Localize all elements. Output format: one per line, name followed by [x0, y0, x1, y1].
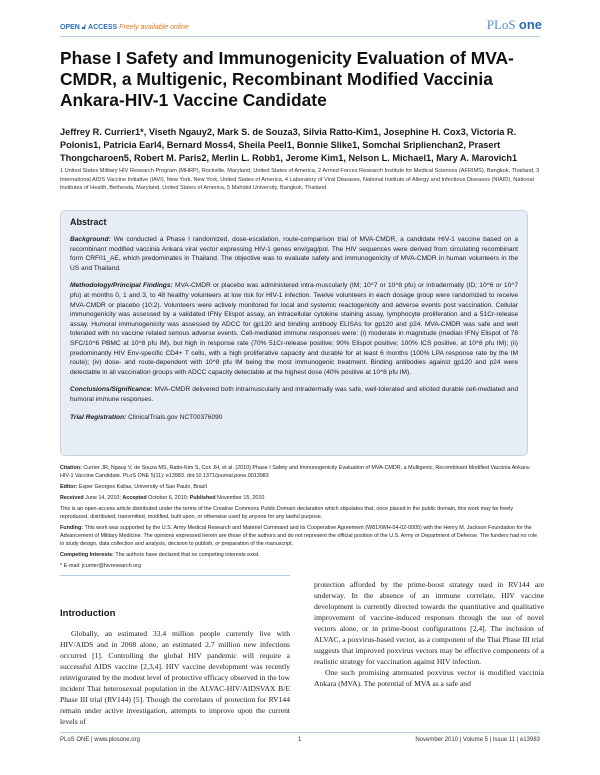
editor-label: Editor:	[60, 484, 78, 490]
methods-text: MVA-CMDR or placebo was administered intra-muscularly (IM; 10^7 or 10^8 pfu) or intradermally (ID; 10^6 or 10^7 pfu) at months 0, 1 and 3, to 48 healthy volunteers at low risk for HIV-1 infection. Twelve volunteers in each dosage group were randomized to receive MVA-CMDR or placebo (10:2). Volunteers were actively monitored for local and systemic reactogenicity and adverse events post vaccination. Cellular immunogenicity was assessed by a validated IFNγ Elispot assay, an intracellular cytokine staining assay, lymphocyte proliferation and a 51Cr-release assay. Humoral immunogenicity was assessed by ADCC for gp120 and binding antibody ELISAs for gp120 and p24. MVA-CMDR was safe and well tolerated with no vaccine related serious adverse events. Cell-mediated immune responses were: (i) moderate in magnitude (median IFNγ Elispot of 78 SFC/10^6 PBMC at 10^8 pfu IM), but high in response rate (70% 51Cr-release positive; 90% Elispot positive; 100% ICS positive, at 10^8 pfu IM); (ii) predominantly HIV Env-specific CD4+ T cells, with a high proliferative capacity and durable for at least 6 months (100% LPA response rate by the IM route); (iv) dose- and route-dependent with 10^8 pfu IM being the most immunogenic treatment. Binding antibodies against gp120 and p24 were detectable in all vaccination groups with ADCC capacity detectable at the highest dose (40% positive at 10^8 pfu IM).	[70, 282, 519, 376]
dates-line	[60, 494, 540, 502]
body-column-left	[60, 628, 290, 727]
open-access-label: OPEN	[60, 24, 80, 31]
freely-available-label: Freely available online	[119, 24, 189, 31]
license-line: This is an open-access article distributed under the terms of the Creative Commons Public Domain declaration which stipulates that, once placed in the public domain, this work may be freely reproduced, distributed, transmitted, modified, built upon, or otherwise used by anyone for any lawful purpose.	[60, 506, 514, 520]
logo-plos: PLoS	[486, 17, 516, 32]
footer-issue: November 2010 | Volume 5 | Issue 11 | e13983	[415, 737, 540, 743]
author-list: Jeffrey R. Currier1*, Viseth Ngauy2, Mark S. de Souza3, Silvia Ratto-Kim1, Josephine H. Cox3, Victoria R. Polonis1, Patricia Earl4, Bernard Moss4, Sheila Peel1, Bonnie Slike1, Somchai Sriplienchan2, Prasert Thongcharoen5, Robert M. Paris2, Merlin L. Robb1, Jerome Kim1, Nelson L. Michael1, Mary A. Marovich1	[60, 127, 518, 163]
plos-one-logo	[487, 17, 542, 33]
conclusions-text: MVA-CMDR delivered both intramuscularly and intradermally was safe, well-tolerated and elicited durable cell-mediated and humoral immune responses.	[70, 386, 518, 403]
paper-title: Phase I Safety and Immunogenicity Evaluation of MVA-CMDR, a Multigenic, Recombinant Modified Vaccinia Ankara-HIV-1 Vaccine Candidate	[60, 48, 514, 110]
funding-line	[60, 524, 540, 548]
footer-journal[interactable]: PLoS ONE | www.plosone.org	[60, 737, 140, 743]
citation-label: Citation:	[60, 465, 82, 471]
background-text: We conducted a Phase I randomized, dose-escalation, route-comparison trial of MVA-CMDR, a candidate HIV-1 vaccine based on a recombinant modified vaccinia Ankara viral vector expressing HIV-1 genes env/gag/pol. The HIV sequences were derived from circulating recombinant form CRF01_AE, which predominates in Thailand. The objective was to evaluate safety and immunogenicity of MVA-CMDR in human volunteers in the US and Thailand.	[70, 236, 518, 272]
editor-line	[60, 483, 540, 491]
introduction-heading: Introduction	[60, 608, 116, 619]
abstract-box	[60, 210, 528, 456]
conclusions-label: Conclusions/Significance:	[70, 386, 153, 394]
intro-paragraph-1: Globally, an estimated 33.4 million people currently live with HIV/AIDS and in 2008 alone, an estimated 2.7 million new infections occurred [1]. Controlling the global HIV pandemic will require a successful AIDS vaccine [2,3,4]. HIV vaccine development was recently reinvigorated by the modest level of protective efficacy observed in the low incident Thai heterosexual population in the ALVAC-HIV/AIDSVAX B/E Phase III trial (RV144) [5]. Though the correlates of protection for RV144 remain under active investigation, attempts to improve upon the current levels of	[60, 629, 290, 726]
intro-paragraph-2: protection afforded by the prime-boost strategy used in RV144 are underway. In the absence of an immune correlate, HIV vaccine development is currently directed towards the quantitative and qualitative improvement of vaccine-induced responses through the use of novel vectors alone, or in prime-boost configurations [2,4]. The inclusion of ALVAC, a poxvirus-based vector, as a component of the Thai Phase III trial suggests that improved poxvirus vectors may be effective components of a realistic strategy for vaccination against HIV infection.	[314, 580, 544, 666]
logo-one: one	[518, 17, 542, 32]
trial-label: Trial Registration:	[70, 413, 127, 421]
competing-line	[60, 551, 540, 559]
published-text: November 15, 2010	[215, 495, 265, 501]
competing-text: The authors have declared that no competing interests exist.	[113, 552, 260, 558]
article-metadata	[60, 464, 540, 573]
body-column-right	[314, 579, 544, 689]
abstract-heading: Abstract	[70, 217, 107, 227]
footer-divider	[60, 732, 540, 733]
open-access-bar	[60, 24, 189, 32]
accepted-text: October 6, 2010;	[146, 495, 190, 501]
abstract-conclusions	[70, 385, 518, 404]
funding-text: This work was supported by the U.S. Army Medical Research and Materiel Command and its Cooperative Agreement (W81XWH-04-02-0005) with the Henry M. Jackson Foundation for the Advancement of Military Medicine. The opinions expressed herein are those of the authors and do not represent the official position of the U.S. Army or Department of Defense. The funders had no role in study design, data collection and analysis, decision to publish, or preparation of the manuscript.	[60, 525, 538, 547]
published-label: Published	[189, 495, 216, 501]
background-label: Background:	[70, 236, 111, 243]
accepted-label: Accepted	[122, 495, 147, 501]
header-divider	[60, 36, 540, 37]
received-label: Received	[60, 495, 84, 501]
affiliations: 1 United States Military HIV Research Program (MHRP), Rockville, Maryland, United States of America, 2 Armed Forces Research Institute for Medical Sciences (AFRIMS), Bangkok, Thailand, 3 International AIDS Vaccine Initiative (IAVI), New York, New York, United States of America, 4 Laboratory of Viral Diseases, National Institute of Allergy and Infectious Diseases (NIAID), National Institutes of Health, Bethesda, Maryland, United States of America, 5 Mahidol University, Bangkok, Thailand	[60, 168, 540, 191]
editor-text: Esper Georges Kallas, University of Sao Paulo, Brazil	[77, 484, 207, 490]
methods-label: Methodology/Principal Findings:	[70, 282, 173, 290]
footer-page-number: 1	[298, 737, 302, 743]
access-label: ACCESS	[88, 24, 118, 31]
citation-line	[60, 464, 540, 480]
received-text: June 14, 2010;	[83, 495, 123, 501]
abstract-methods	[70, 281, 518, 377]
abstract-trial	[70, 413, 518, 423]
intro-divider	[60, 575, 290, 576]
email-line[interactable]: * E-mail: jcurrier@hivresearch.org	[60, 563, 141, 569]
funding-label: Funding:	[60, 525, 84, 531]
abstract-background	[70, 235, 518, 273]
intro-paragraph-3: One such promising attenuated poxvirus vector is modified vaccinia Ankara (MVA). The potential of MVA as a safe and	[314, 668, 544, 688]
citation-text: Currier JR, Ngauy V, de Souza MS, Ratto-Kim S, Cox JH, et al. (2010) Phase I Safety and Immunogenicity Evaluation of MVA-CMDR, a Multigenic, Recombinant Modified Vaccinia Ankara-HIV-1 Vaccine Candidate. PLoS ONE 5(11): e13983. doi:10.1371/journal.pone.0013983	[60, 465, 531, 479]
open-access-lock-icon: 🔓︎	[81, 24, 87, 31]
trial-text: ClinicalTrials.gov NCT00376090	[126, 413, 223, 421]
competing-label: Competing Interests:	[60, 552, 114, 558]
